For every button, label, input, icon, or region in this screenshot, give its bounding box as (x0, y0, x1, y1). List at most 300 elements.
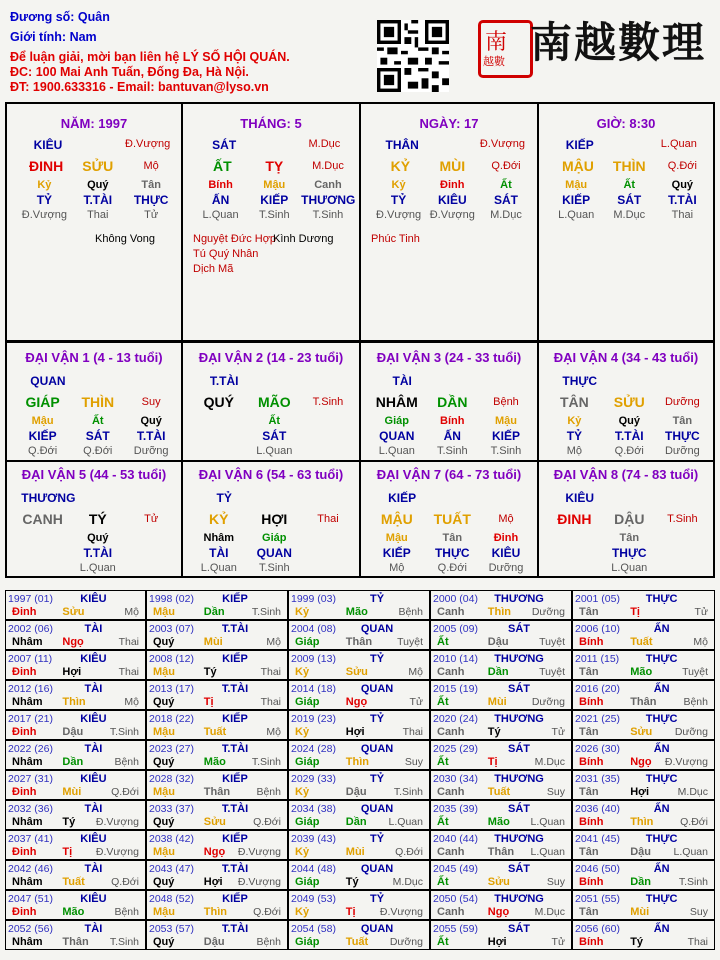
year-phase: Bệnh (256, 936, 281, 948)
year-phase: Bệnh (114, 906, 139, 918)
year-label: 2050 (54) (433, 893, 478, 905)
year-phase: T.Sinh (393, 786, 423, 798)
hidden-stem: Bính (440, 415, 465, 427)
year-ten-god: TỶ (369, 653, 385, 665)
year-cell (5, 800, 146, 830)
year-cell (5, 650, 146, 680)
year-label: 2024 (28) (291, 743, 336, 755)
year-phase: Dưỡng (674, 726, 708, 738)
hidden-phase: Mộ (566, 445, 583, 457)
year-cell (572, 920, 715, 950)
hidden-stem: Tân (672, 415, 693, 427)
earthly-branch: HỢI (261, 511, 288, 527)
year-phase: Suy (689, 906, 708, 918)
year-label: 2006 (10) (575, 623, 620, 635)
year-branch: Thìn (630, 816, 654, 828)
year-branch: Hợi (630, 786, 650, 798)
year-label: 2018 (22) (149, 713, 194, 725)
year-branch: Tý (203, 666, 217, 678)
year-branch: Sửu (203, 816, 226, 828)
year-stem: Nhâm (12, 876, 43, 888)
top-right-phase: Đ.Vượng (479, 138, 525, 150)
hidden-ten-god: SÁT (617, 193, 642, 207)
year-phase: Q.Đới (395, 846, 423, 858)
year-cell (5, 890, 146, 920)
year-branch: Ngọ (203, 846, 226, 858)
year-branch: Sửu (630, 726, 653, 738)
branch-phase: Suy (141, 396, 161, 408)
earthly-branch: DẦN (437, 394, 468, 410)
year-ten-god: T.TÀI (221, 803, 249, 815)
year-ten-god: KIẾP (222, 833, 248, 845)
branch-phase: Q.Đới (491, 160, 521, 172)
hidden-stem: Kỷ (391, 179, 406, 191)
year-ten-god: TỶ (369, 833, 385, 845)
year-label: 2038 (42) (149, 833, 194, 845)
year-ten-god: THỰC (645, 893, 678, 905)
year-cell (5, 680, 146, 710)
hidden-stem: Ất (623, 179, 636, 191)
ten-god-label: TỶ (216, 491, 232, 505)
year-branch: Mùi (345, 846, 365, 858)
year-stem: Canh (437, 906, 465, 918)
heavenly-stem: GIÁP (25, 394, 60, 410)
year-phase: Tuyệt (539, 666, 565, 678)
year-stem: Đinh (12, 726, 37, 738)
year-label: 2010 (14) (433, 653, 478, 665)
year-label: 2044 (48) (291, 863, 336, 875)
year-branch: Dậu (487, 636, 509, 648)
year-label: 2021 (25) (575, 713, 620, 725)
year-branch: Ngọ (62, 636, 84, 648)
year-stem: Đinh (12, 906, 37, 918)
hidden-phase: Q.Đới (614, 445, 644, 457)
year-ten-god: THỰC (645, 833, 678, 845)
year-branch: Mùi (203, 636, 223, 648)
year-ten-god: ẤN (653, 923, 670, 935)
hidden-ten-god: ẤN (443, 429, 461, 443)
dai-van-2 (182, 342, 361, 462)
year-branch: Thân (62, 936, 89, 948)
ten-god-label: T.TÀI (209, 374, 239, 388)
heavenly-stem: MẬU (561, 158, 594, 174)
heavenly-stem: ĐINH (557, 511, 592, 527)
year-stem: Mậu (153, 666, 175, 678)
dai-van-5 (5, 460, 183, 578)
hidden-stem: Mậu (494, 415, 517, 427)
year-cell (430, 590, 572, 620)
year-branch: Tý (487, 726, 501, 738)
hidden-phase: Dưỡng (133, 445, 169, 457)
year-ten-god: T.TÀI (221, 623, 249, 635)
pillar-title: THÁNG: 5 (240, 116, 302, 131)
pillar-1 (5, 102, 183, 342)
pillar-title: NĂM: 1997 (60, 116, 128, 131)
year-branch: Mão (487, 816, 510, 828)
year-cell (146, 650, 288, 680)
hidden-stem: Quý (618, 415, 640, 427)
year-cell (288, 830, 430, 860)
year-label: 2025 (29) (433, 743, 478, 755)
year-cell (430, 920, 572, 950)
year-label: 2030 (34) (433, 773, 478, 785)
year-phase: Suy (546, 786, 565, 798)
year-label: 2048 (52) (149, 893, 194, 905)
year-ten-god: T.TÀI (221, 923, 249, 935)
year-phase: T.Sinh (678, 876, 708, 888)
hidden-phase: L.Quan (256, 445, 293, 457)
hidden-phase: M.Dục (613, 209, 646, 221)
hidden-stem: Ất (268, 415, 281, 427)
year-ten-god: TÀI (84, 923, 103, 935)
year-branch: Dần (345, 816, 367, 828)
year-cell (5, 860, 146, 890)
hidden-stem: Kỷ (567, 415, 582, 427)
year-ten-god: TÀI (84, 743, 103, 755)
hidden-ten-god: KIÊU (437, 193, 467, 207)
year-branch: Hợi (345, 726, 365, 738)
dai-van-title: ĐẠI VẬN 2 (14 - 23 tuổi) (198, 350, 344, 365)
year-cell (572, 770, 715, 800)
hidden-phase: Tử (144, 209, 159, 221)
hidden-ten-god: KIẾP (28, 429, 57, 443)
year-label: 2035 (39) (433, 803, 478, 815)
year-label: 2020 (24) (433, 713, 478, 725)
seal-char-bottom: 越數 (483, 55, 505, 68)
year-cell (572, 830, 715, 860)
year-ten-god: THƯƠNG (494, 833, 544, 845)
contact-line-3: ĐT: 1900.633316 - Email: bantuvan@lyso.vn (10, 80, 269, 94)
year-cell (146, 920, 288, 950)
hidden-ten-god: T.TÀI (614, 429, 644, 443)
year-phase: Đ.Vượng (95, 846, 139, 858)
year-label: 2008 (12) (149, 653, 194, 665)
year-phase: Mộ (408, 666, 423, 678)
year-phase: T.Sinh (251, 606, 281, 618)
year-cell (288, 710, 430, 740)
hidden-stem: Ất (500, 179, 512, 191)
hidden-phase: Đ.Vượng (429, 209, 475, 221)
year-phase: Mộ (124, 696, 139, 708)
year-label: 2056 (60) (575, 923, 620, 935)
special-star: Không Vong (95, 233, 155, 245)
year-label: 2022 (26) (8, 743, 53, 755)
year-ten-god: SÁT (508, 743, 531, 755)
year-label: 2016 (20) (575, 683, 620, 695)
year-ten-god: SÁT (508, 863, 531, 875)
heavenly-stem: QUÝ (203, 394, 234, 410)
special-star: Phúc Tinh (371, 233, 420, 245)
year-cell (572, 650, 715, 680)
year-ten-god: THƯƠNG (494, 653, 544, 665)
hidden-stem: Canh (314, 179, 342, 191)
year-cell (430, 770, 572, 800)
year-branch: Tý (345, 876, 359, 888)
year-branch: Tị (62, 846, 73, 858)
hidden-stem: Quý (87, 532, 109, 544)
hidden-phase: T.Sinh (436, 445, 468, 457)
year-label: 2017 (21) (8, 713, 53, 725)
year-stem: Canh (437, 846, 465, 858)
heavenly-stem: KỶ (209, 511, 229, 527)
contact-line-1: Để luận giải, mời bạn liên hệ LÝ SỐ HỘI QUÁN. (10, 50, 290, 64)
year-stem: Tân (579, 666, 599, 678)
year-phase: Thai (118, 666, 139, 678)
hidden-stem: Tân (619, 532, 640, 544)
year-stem: Bính (579, 696, 604, 708)
pillar-title: NGÀY: 17 (419, 116, 479, 131)
ten-god-label: QUAN (30, 374, 66, 388)
year-cell (430, 680, 572, 710)
heavenly-stem: NHÂM (375, 394, 418, 410)
dai-van-8 (538, 460, 715, 578)
year-cell (146, 680, 288, 710)
branch-phase: Dưỡng (664, 396, 700, 408)
year-stem: Ất (437, 816, 449, 828)
earthly-branch: TỴ (265, 158, 284, 174)
year-stem: Kỷ (295, 846, 310, 858)
year-cell (288, 680, 430, 710)
dai-van-title: ĐẠI VẬN 4 (34 - 43 tuổi) (553, 350, 699, 365)
earthly-branch: SỬU (613, 394, 645, 410)
year-branch: Mão (345, 606, 368, 618)
year-ten-god: ẤN (653, 863, 670, 875)
ten-god-label: THƯƠNG (21, 491, 76, 505)
year-phase: Q.Đới (111, 876, 139, 888)
year-label: 2026 (30) (575, 743, 620, 755)
hidden-stem: Mậu (31, 415, 54, 427)
year-cell (288, 740, 430, 770)
year-branch: Ngọ (345, 696, 368, 708)
earthly-branch: DẬU (614, 511, 645, 527)
year-label: 2007 (11) (8, 653, 53, 665)
year-phase: T.Sinh (251, 756, 281, 768)
year-stem: Mậu (153, 786, 175, 798)
year-phase: Tuyệt (682, 666, 708, 678)
branch-phase: Thai (317, 513, 339, 525)
year-label: 2009 (13) (291, 653, 336, 665)
top-right-phase: M.Dục (308, 138, 341, 150)
year-phase: Đ.Vượng (379, 906, 423, 918)
year-stem: Giáp (295, 756, 320, 768)
year-label: 2037 (41) (8, 833, 53, 845)
ten-god-label: THÂN (385, 138, 419, 152)
year-branch: Dậu (62, 726, 84, 738)
year-branch: Tuất (62, 876, 85, 888)
year-ten-god: TÀI (84, 623, 103, 635)
hidden-ten-god: THƯƠNG (301, 193, 356, 207)
year-stem: Canh (437, 666, 465, 678)
year-cell (288, 650, 430, 680)
qr-code-icon[interactable] (377, 20, 449, 92)
year-phase: Suy (404, 756, 423, 768)
year-label: 2001 (05) (575, 593, 620, 605)
heavenly-stem: MẬU (380, 511, 413, 527)
hidden-phase: M.Dục (490, 209, 522, 221)
year-branch: Tuất (630, 636, 653, 648)
year-branch: Thân (345, 636, 373, 648)
dai-van-title: ĐẠI VẬN 5 (44 - 53 tuổi) (21, 467, 167, 482)
year-ten-god: QUAN (360, 803, 394, 815)
special-star: Dịch Mã (193, 263, 234, 275)
year-branch: Thân (203, 786, 231, 798)
earthly-branch: MÙI (439, 158, 466, 174)
earthly-branch: THÌN (81, 394, 115, 410)
year-label: 2028 (32) (149, 773, 194, 785)
year-ten-god: KIÊU (80, 893, 107, 905)
year-cell (572, 860, 715, 890)
year-stem: Bính (579, 936, 604, 948)
year-phase: M.Dục (677, 786, 708, 798)
hidden-ten-god: TÀI (209, 546, 229, 560)
year-branch: Sửu (345, 666, 368, 678)
year-cell (572, 890, 715, 920)
year-stem: Tân (579, 786, 599, 798)
year-label: 2015 (19) (433, 683, 478, 695)
year-stem: Ất (437, 636, 449, 648)
year-cell (288, 920, 430, 950)
year-ten-god: ẤN (653, 623, 670, 635)
hidden-ten-god: THỰC (611, 546, 647, 560)
top-right-phase: L.Quan (660, 138, 697, 150)
hidden-stem: Nhâm (203, 532, 235, 544)
hidden-phase: Thai (671, 209, 694, 221)
year-cell (430, 800, 572, 830)
heavenly-stem: ẤT (213, 158, 232, 174)
hidden-phase: L.Quan (611, 562, 648, 574)
year-label: 2004 (08) (291, 623, 336, 635)
heavenly-stem: TÂN (560, 394, 589, 410)
year-stem: Tân (579, 606, 599, 618)
year-stem: Tân (579, 846, 599, 858)
year-branch: Tị (345, 906, 356, 918)
year-cell (430, 650, 572, 680)
year-label: 1997 (01) (8, 593, 53, 605)
year-branch: Mão (203, 756, 226, 768)
year-stem: Đinh (12, 606, 37, 618)
pillar-2 (182, 102, 361, 342)
hidden-phase: Q.Đới (27, 445, 58, 457)
year-label: 2051 (55) (575, 893, 620, 905)
top-right-phase: Đ.Vượng (125, 138, 171, 150)
year-stem: Kỷ (295, 786, 310, 798)
year-phase: M.Dục (534, 756, 565, 768)
year-ten-god: THƯƠNG (494, 773, 544, 785)
hidden-stem: Đinh (440, 179, 465, 191)
year-stem: Tân (579, 906, 599, 918)
year-phase: L.Quan (673, 846, 708, 858)
year-cell (146, 710, 288, 740)
year-label: 2032 (36) (8, 803, 53, 815)
year-ten-god: KIẾP (222, 713, 248, 725)
year-ten-god: QUAN (360, 623, 394, 635)
year-label: 1998 (02) (149, 593, 194, 605)
year-stem: Quý (153, 816, 175, 828)
year-label: 2012 (16) (8, 683, 53, 695)
year-label: 1999 (03) (291, 593, 336, 605)
year-label: 2019 (23) (291, 713, 336, 725)
year-cell (146, 830, 288, 860)
hidden-stem: Giáp (262, 532, 287, 544)
year-cell (430, 620, 572, 650)
year-ten-god: TÀI (84, 863, 103, 875)
year-branch: Mão (630, 666, 653, 678)
year-phase: Bệnh (683, 696, 708, 708)
hidden-stem: Tân (141, 179, 161, 191)
year-ten-god: THỰC (645, 653, 678, 665)
year-stem: Bính (579, 816, 604, 828)
year-cell (572, 800, 715, 830)
year-label: 2054 (58) (291, 923, 336, 935)
earthly-branch: THÌN (612, 158, 646, 174)
year-phase: Q.Đới (253, 906, 281, 918)
year-label: 2049 (53) (291, 893, 336, 905)
year-stem: Quý (153, 756, 175, 768)
earthly-branch: MÃO (257, 394, 291, 410)
year-branch: Dậu (203, 936, 225, 948)
year-ten-god: THỰC (645, 713, 678, 725)
year-ten-god: THƯƠNG (494, 893, 544, 905)
year-label: 2003 (07) (149, 623, 194, 635)
year-stem: Canh (437, 726, 465, 738)
year-phase: L.Quan (530, 816, 565, 828)
hidden-stem: Giáp (384, 415, 409, 427)
dai-van-3 (360, 342, 539, 462)
special-star: Tú Quý Nhân (193, 248, 259, 260)
year-branch: Thân (487, 846, 515, 858)
year-branch: Dậu (630, 846, 651, 858)
hidden-stem: Quý (87, 179, 109, 191)
year-phase: Suy (546, 876, 565, 888)
hidden-ten-god: T.TÀI (83, 546, 113, 560)
year-branch: Tý (62, 816, 76, 828)
year-cell (430, 710, 572, 740)
year-cell (288, 590, 430, 620)
year-stem: Giáp (295, 636, 320, 648)
year-ten-god: ẤN (653, 803, 670, 815)
year-label: 2000 (04) (433, 593, 478, 605)
earthly-branch: TUẤT (433, 511, 471, 527)
year-ten-god: SÁT (508, 803, 531, 815)
hidden-stem: Bính (208, 179, 233, 191)
year-phase: M.Dục (392, 876, 423, 888)
year-cell (288, 620, 430, 650)
year-ten-god: QUAN (360, 743, 394, 755)
year-cell (430, 740, 572, 770)
year-phase: Bệnh (398, 606, 423, 618)
year-cell (146, 770, 288, 800)
year-ten-god: KIẾP (222, 893, 248, 905)
year-phase: Q.Đới (111, 786, 139, 798)
red-seal-stamp (478, 20, 533, 78)
year-ten-god: TÀI (84, 803, 103, 815)
year-phase: Tử (694, 606, 708, 618)
hidden-ten-god: THỰC (133, 193, 169, 207)
year-branch: Tý (630, 936, 644, 948)
year-phase: Đ.Vượng (664, 756, 708, 768)
year-cell (5, 770, 146, 800)
hidden-phase: Đ.Vượng (376, 209, 422, 221)
year-branch: Mùi (487, 696, 507, 708)
year-phase: Thai (687, 936, 708, 948)
year-branch: Tuất (345, 936, 369, 948)
year-cell (572, 740, 715, 770)
year-label: 2014 (18) (291, 683, 336, 695)
owner-name: Đương số: Quân (10, 10, 110, 24)
hidden-phase: Thai (87, 209, 109, 221)
year-phase: Mộ (266, 636, 281, 648)
year-cell (572, 590, 715, 620)
